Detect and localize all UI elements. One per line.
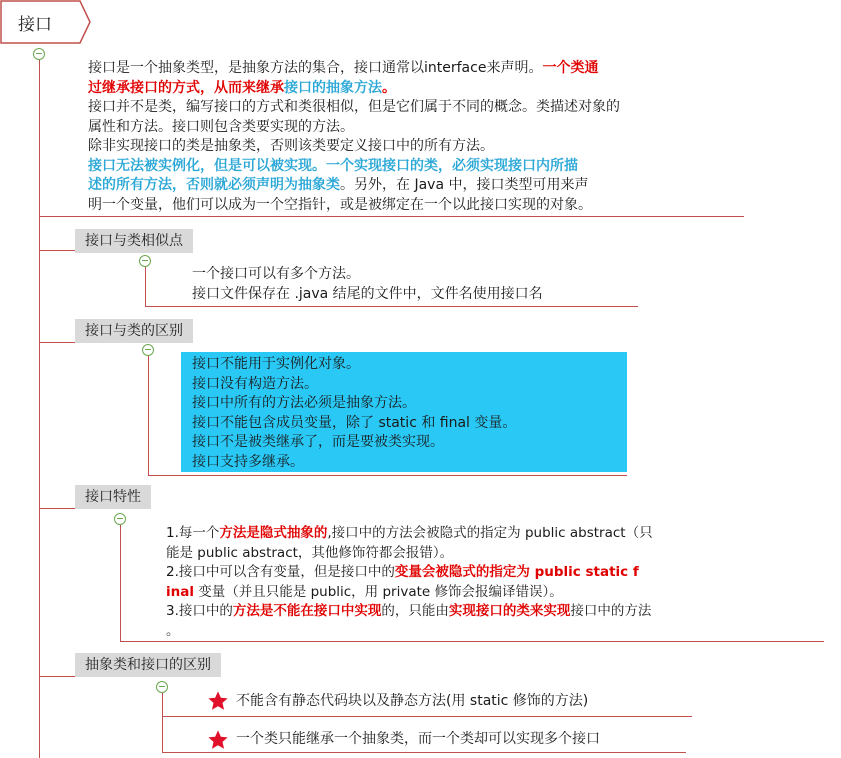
topic-diff[interactable]: 接口与类的区别 [75, 319, 193, 343]
collapse-icon[interactable] [142, 344, 154, 356]
branch-line [148, 355, 149, 475]
item-underline [162, 752, 686, 753]
features-highlight: inal [166, 583, 194, 600]
intro-highlight: 接口无法被实例化，但是可以被实现。一个实现接口的类，必须实现接口内所描 [88, 157, 578, 174]
intro-line: 。另外，在 Java 中，接口类型可用来声 [340, 177, 589, 193]
intro-text [88, 59, 620, 215]
intro-highlight: 过继承接口的方式，从而来继承 [88, 79, 284, 96]
diff-line: 接口不能包含成员变量，除了 static 和 final 变量。 [192, 414, 517, 431]
collapse-icon[interactable] [156, 681, 168, 693]
topic-abstract-diff[interactable]: 抽象类和接口的区别 [75, 653, 221, 677]
diff-line: 接口没有构造方法。 [192, 375, 318, 392]
intro-line: 属性和方法。接口则包含类要实现的方法。 [88, 118, 354, 135]
root-label: 接口 [18, 15, 52, 35]
diff-line: 接口不能用于实例化对象。 [192, 356, 360, 372]
features-text [166, 524, 653, 641]
star-icon [207, 729, 229, 751]
branch-line [39, 676, 75, 677]
features-highlight: 实现接口的类来实现 [448, 603, 571, 619]
features-line: 变量（并且只能是 public，用 private 修饰会报编译错误）。 [193, 583, 563, 600]
branch-line [162, 692, 163, 752]
features-line: 能是 public abstract，其他修饰符都会报错）。 [166, 544, 454, 561]
features-line: 2.接口中可以含有变量，但是接口中的 [166, 564, 395, 580]
features-highlight: 方法是不能在接口中实现 [232, 603, 382, 619]
root-node[interactable] [0, 0, 92, 44]
diff-line: 接口支持多继承。 [192, 453, 304, 470]
item-underline [162, 716, 692, 717]
intro-underline [39, 216, 744, 217]
features-line: ,接口中的方法会被隐式的指定为 public abstract（只 [327, 525, 653, 541]
features-highlight: 方法是隐式抽象的 [219, 525, 328, 541]
intro-highlight: 。 [382, 79, 396, 96]
topic-similar[interactable]: 接口与类相似点 [75, 229, 193, 253]
features-line: 的，只能由 [381, 603, 449, 619]
branch-line [145, 266, 146, 306]
intro-line: 接口是一个抽象类型，是抽象方法的集合，接口通常以interface来声明。 [88, 60, 543, 76]
diff-line: 接口中所有的方法必须是抽象方法。 [192, 395, 416, 411]
diff-box [181, 352, 627, 472]
features-line: 3.接口中的 [166, 603, 233, 619]
similar-line: 接口文件保存在 .java 结尾的文件中，文件名使用接口名 [192, 285, 543, 302]
intro-line: 接口并不是类，编写接口的方式和类很相似，但是它们属于不同的概念。类描述对象的 [88, 99, 620, 115]
similar-underline [145, 306, 638, 307]
features-underline [120, 641, 824, 642]
collapse-icon[interactable] [114, 513, 126, 525]
features-line: 1.每一个 [166, 525, 220, 541]
abstract-diff-item: 一个类只能继承一个抽象类，而一个类却可以实现多个接口 [236, 731, 600, 747]
intro-line: 除非实现接口的类是抽象类，否则该类要定义接口中的所有方法。 [88, 138, 494, 154]
branch-line [39, 508, 75, 509]
similar-line: 一个接口可以有多个方法。 [192, 266, 360, 282]
trunk-line [39, 54, 40, 758]
diff-line: 接口不是被类继承了，而是要被类实现。 [192, 434, 444, 450]
branch-line [120, 524, 121, 641]
star-icon [207, 690, 229, 712]
intro-highlight: 一个类通 [542, 60, 599, 76]
diff-underline [148, 475, 627, 476]
collapse-icon[interactable] [139, 255, 151, 267]
abstract-diff-item: 不能含有静态代码块以及静态方法(用 static 修饰的方法) [236, 693, 589, 709]
intro-line: 明一个变量，他们可以成为一个空指针，或是被绑定在一个以此接口实现的对象。 [88, 196, 592, 213]
branch-line [39, 250, 75, 251]
collapse-icon[interactable] [33, 48, 45, 60]
similar-text [192, 265, 543, 304]
features-line: 。 [166, 622, 180, 639]
intro-highlight: 接口的抽象方法 [284, 79, 382, 96]
features-highlight: 变量会被隐式的指定为 public static f [394, 564, 639, 580]
topic-features[interactable]: 接口特性 [75, 485, 151, 509]
features-line: 接口中的方法 [570, 603, 652, 619]
branch-line [39, 342, 75, 343]
intro-highlight: 述的所有方法，否则就必须声明为抽象类 [88, 177, 340, 193]
